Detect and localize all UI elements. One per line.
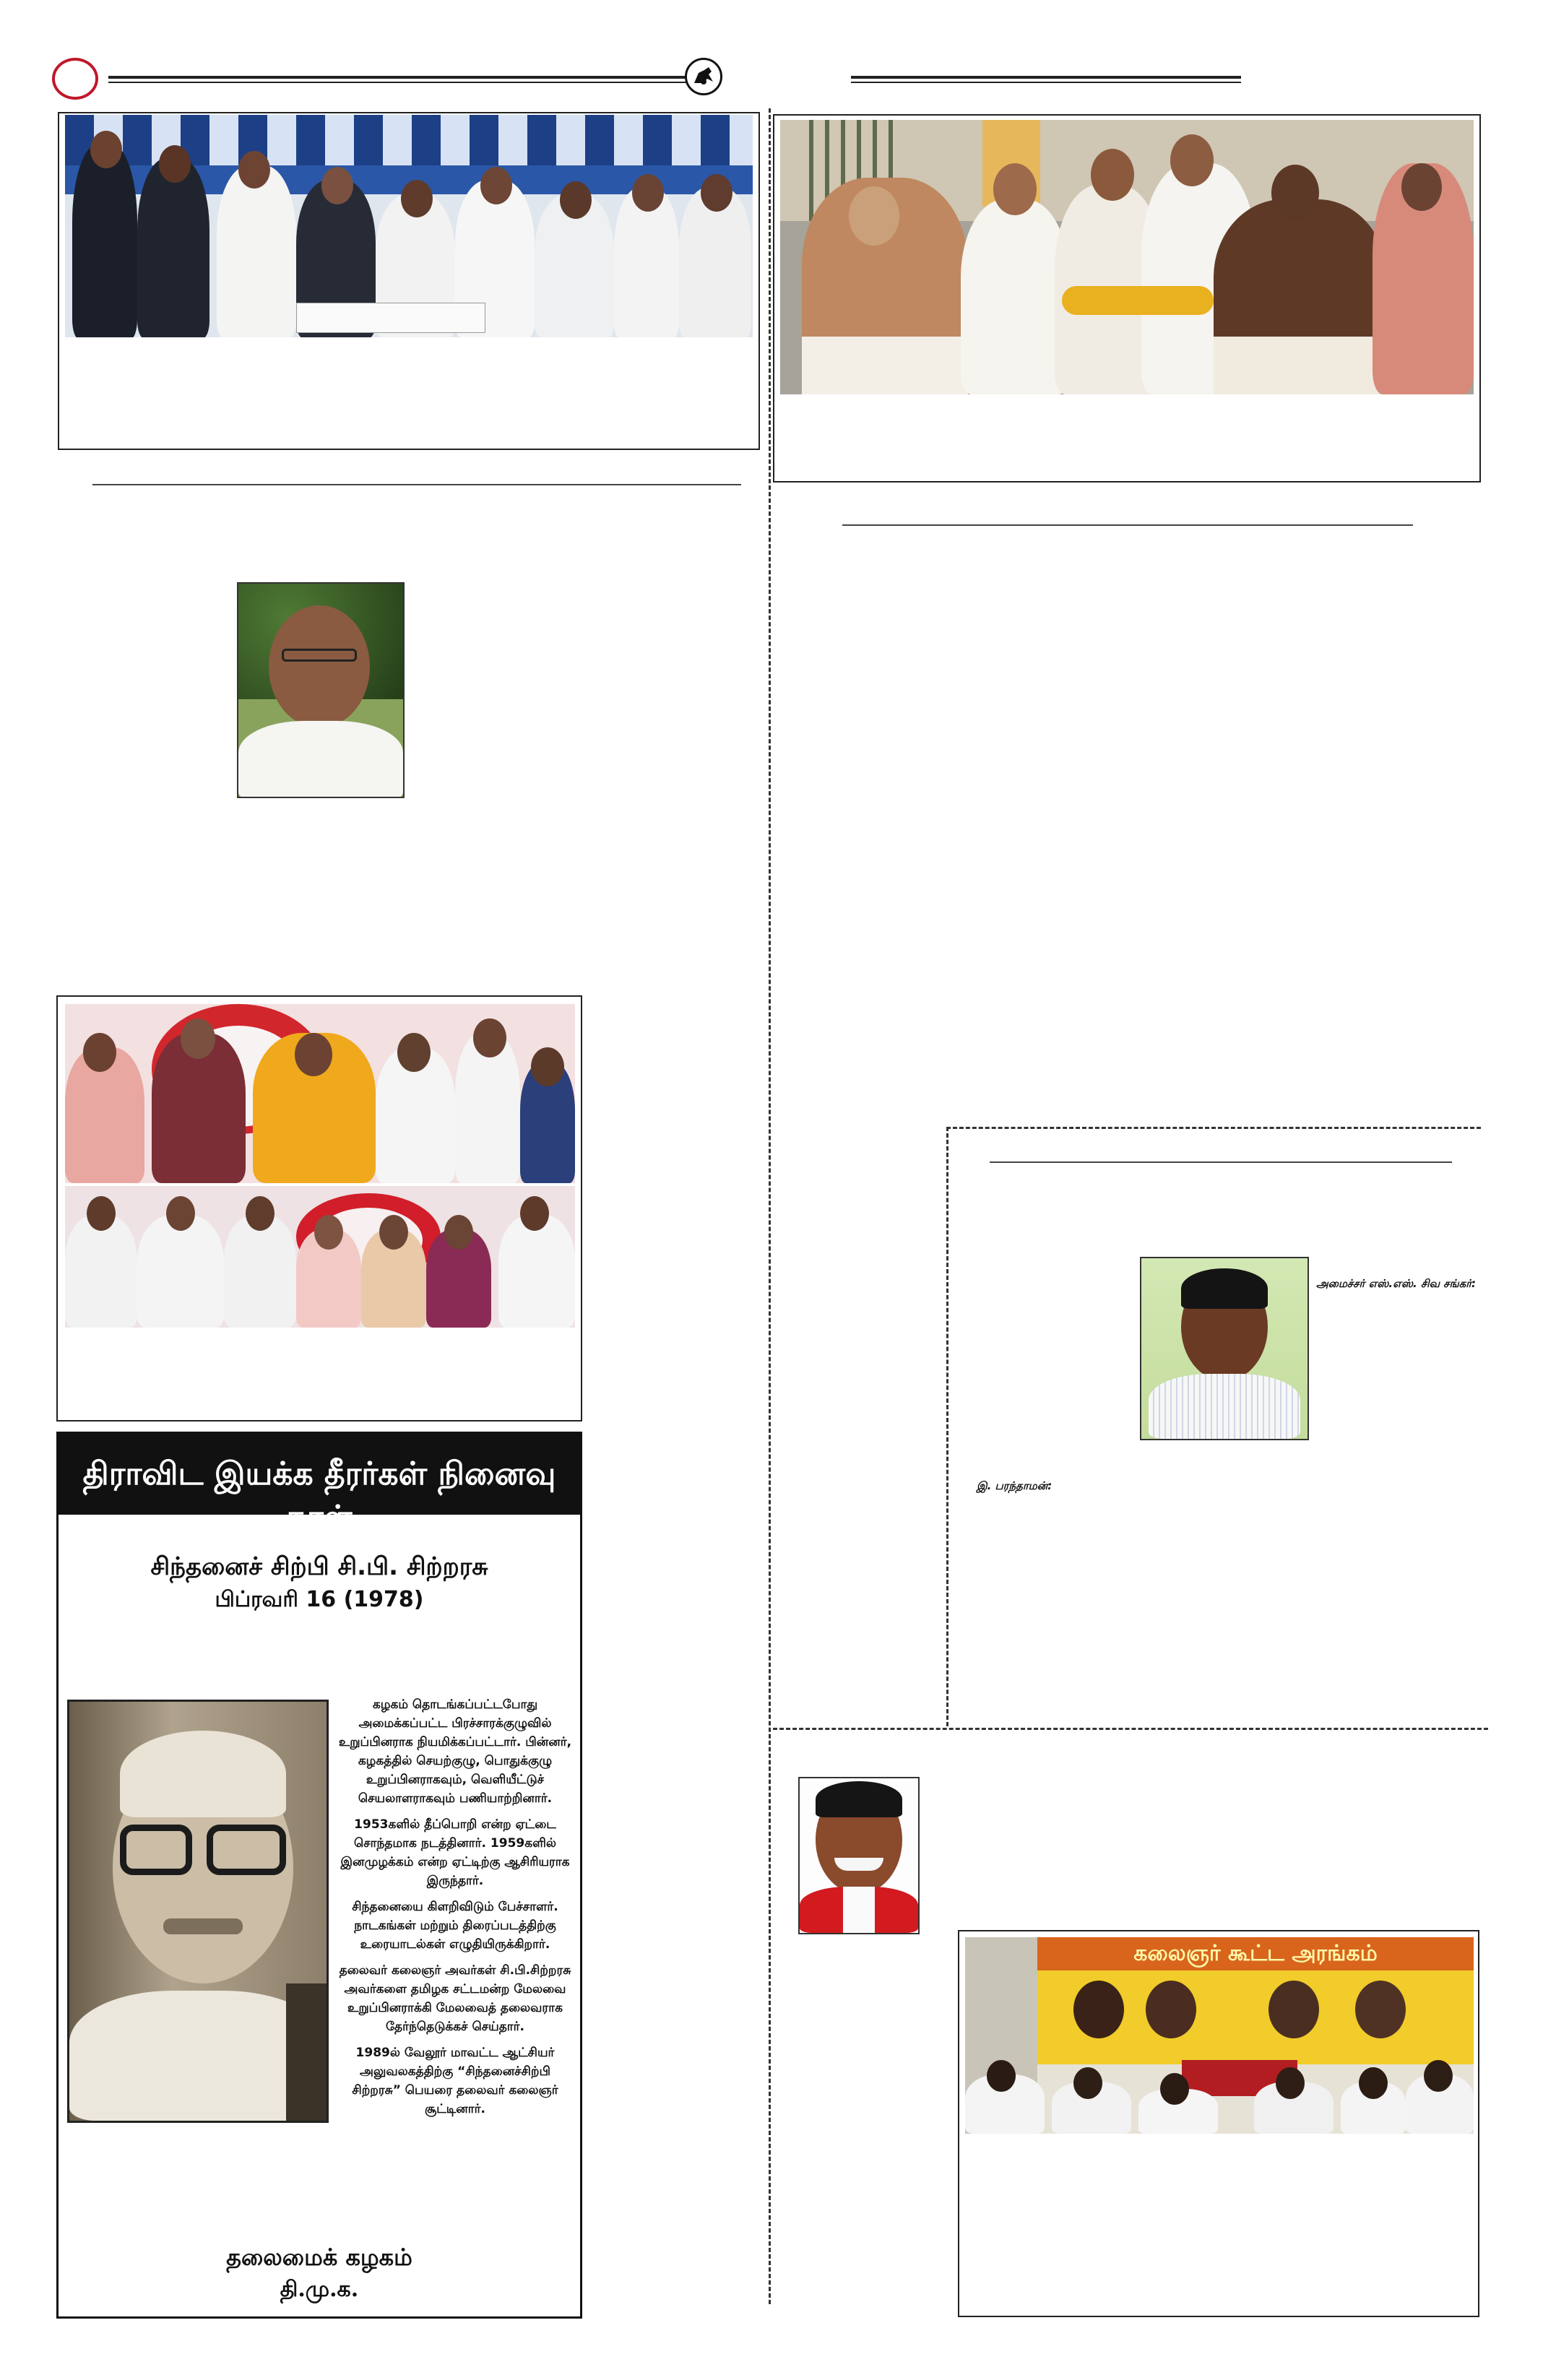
- column-divider: [769, 108, 771, 2304]
- divider-left-1: [92, 484, 741, 485]
- memorial-box: [56, 1432, 582, 2319]
- memorial-bio: [334, 1695, 576, 2126]
- divider-right-1: [842, 524, 1413, 526]
- header-rule-left-2: [108, 82, 686, 83]
- minister-portrait: [1140, 1257, 1309, 1440]
- header-rule-right-2: [851, 82, 1241, 83]
- memorial-footer-2: தி.மு.க.: [280, 2277, 359, 2302]
- paranthaman-caption: இ. பரந்தாமன்:: [977, 1479, 1053, 1492]
- hall-meeting-box: [958, 1930, 1479, 2317]
- memorial-portrait: [67, 1700, 329, 2123]
- memorial-date: பிப்ரவரி 16 (1978): [215, 1587, 424, 1612]
- header-rule-right: [851, 76, 1241, 79]
- bio-paragraph-5: 1989ல் வேலூர் மாவட்ட ஆட்சியர் அலுவலகத்திற்கு “சிந்தனைச்சிற்பி சிற்றரசு” பெயரை தலைவர் கலைஞர் சூட்டினார்.: [352, 2046, 558, 2116]
- temple-ceremony-photo: [780, 120, 1474, 394]
- header-logo: [52, 58, 98, 100]
- rising-sun-horse-emblem-icon: [685, 58, 722, 95]
- wedding-photo-box: [56, 995, 582, 1421]
- right-box-left-dash: [946, 1127, 948, 1726]
- bio-paragraph-3: சிந்தனையை கிளறிவிடும் பேச்சாளர். நாடகங்கள் மற்றும் திரைப்படத்திற்கு உரையாடல்கள் எழுதியிருக்கிறார்.: [352, 1900, 558, 1952]
- elderly-man-portrait: [237, 582, 405, 798]
- memorial-name: சிந்தனைச் சிற்பி சி.பி. சிற்றரசு: [150, 1552, 488, 1581]
- right-section-divider: [773, 1728, 1488, 1730]
- memorial-footer-1: தலைமைக் கழகம்: [226, 2243, 412, 2271]
- hall-meeting-photo: [965, 1937, 1474, 2134]
- memorial-banner-text: திராவிட இயக்க தீரர்கள் நினைவு நாள்: [82, 1455, 556, 1536]
- right-box-top-dash: [946, 1127, 1481, 1129]
- bio-paragraph-4: தலைவர் கலைஞர் அவர்கள் சி.பி.சிற்றரசு அவர்களை தமிழக சட்டமன்ற மேலவை உறுப்பினராக்கி மேலவைத் தலைவராக தேர்ந்தெடுக்கச் செய்தார்.: [339, 1963, 571, 2034]
- story-box-top-right: [773, 114, 1481, 483]
- bio-paragraph-1: கழகம் தொடங்கப்பட்டபோது அமைக்கப்பட்ட பிரச்சாரக்குழுவில் உறுப்பினராக நியமிக்கப்பட்டார். பின்னர், கழகத்தில் செயற்குழு, பொதுக்குழு உறுப்பினராகவும், வெளியீட்டுச் செயலாளராகவும் பணியாற்றினார்.: [338, 1697, 572, 1806]
- politician-portrait: [798, 1777, 920, 1934]
- hall-banner-text: கலைஞர் கூட்ட அரங்கம்: [1133, 1941, 1378, 1966]
- bio-paragraph-2: 1953களில் தீப்பொறி என்ற ஏட்டை சொந்தமாக நடத்தினார். 1959களில் இனமுழக்கம் என்ற ஏட்டிற்கு ஆசிரியராக இருந்தார்.: [340, 1817, 570, 1888]
- story-box-top-left: [58, 112, 760, 450]
- group-award-photo: [65, 115, 753, 337]
- wedding-photo-bottom: [65, 1186, 575, 1328]
- divider-right-2: [990, 1161, 1452, 1163]
- minister-caption: அமைச்சர் எஸ்.எஸ். சிவ சங்கர்:: [1316, 1277, 1477, 1290]
- header-rule-left: [108, 76, 686, 79]
- wedding-photo-top: [65, 1004, 575, 1183]
